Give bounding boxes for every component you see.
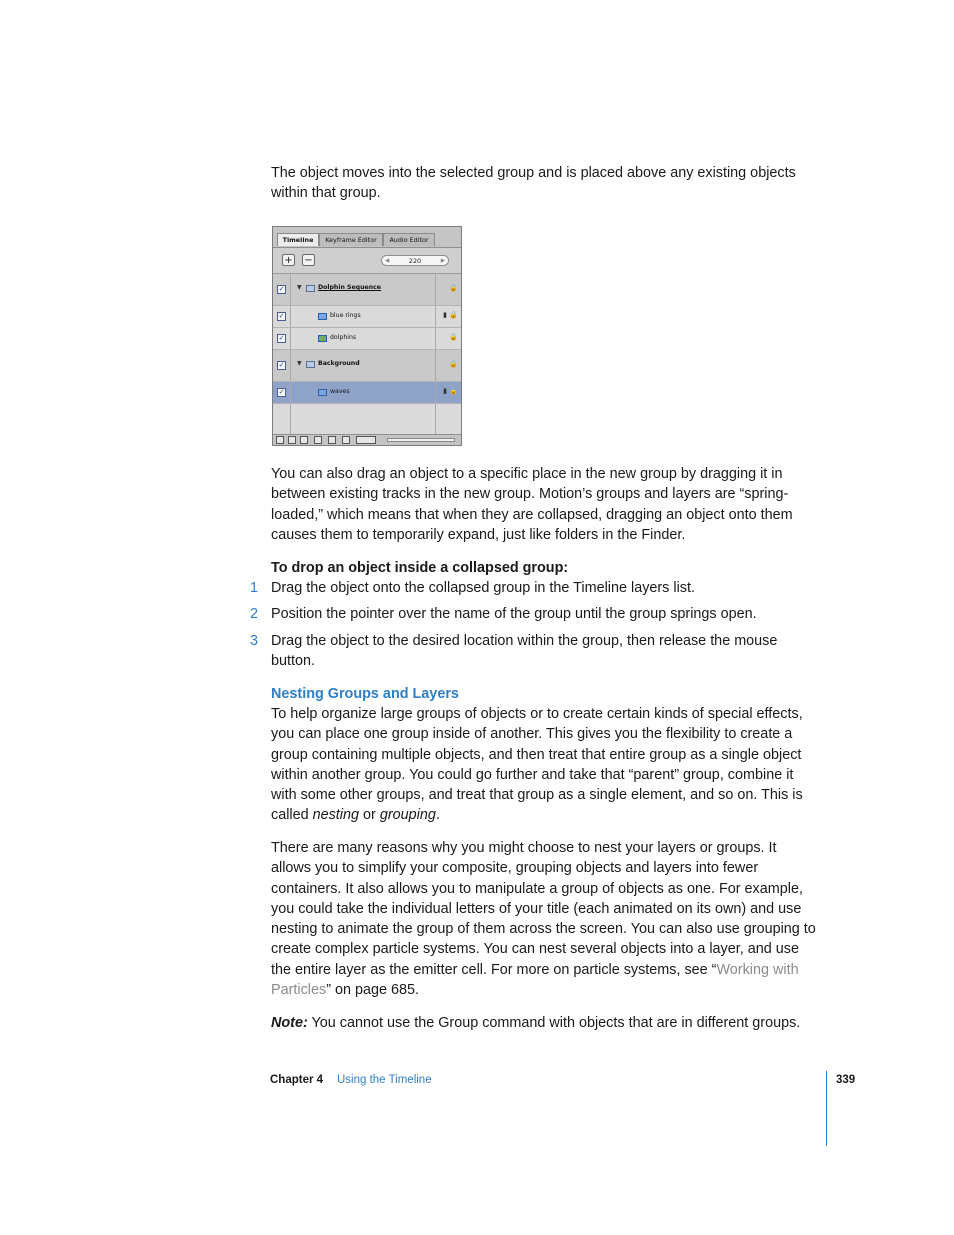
layer-label: blue rings [330,312,361,319]
note-paragraph [271,1013,819,1033]
disclosure-triangle-icon[interactable]: ▼ [297,284,302,291]
audio-icon[interactable] [288,436,296,444]
footer-chapter: Chapter 4 [270,1074,324,1086]
zoom-slider[interactable] [387,438,455,442]
drag-paragraph: You can also drag an object to a specific place in the new group by dragging it in between existing tracks in the new group. Motion’s groups and layers are “spring-loaded,” which means that when they are collapsed, dragging an object onto them causes them to temporarily expand, just like folders in the Finder. [271,466,793,543]
layer-thumbnail-icon [318,389,327,396]
panel-toolbar [273,248,461,274]
enable-checkbox[interactable]: ✓ [278,334,285,342]
group-icon [306,361,315,368]
tab-timeline[interactable]: Timeline [277,233,319,246]
task-heading: To drop an object inside a collapsed group: [271,560,569,576]
panel-tab-bar [273,227,461,248]
image-thumbnail-icon [318,335,327,342]
particles-link[interactable]: Working with Particles [271,961,799,999]
disclosure-triangle-icon[interactable]: ▼ [297,360,302,367]
remove-button[interactable]: − [302,254,315,266]
left-arrow-icon[interactable]: ◀ [385,258,390,264]
page-number: 339 [836,1074,856,1086]
timeline-panel [272,226,462,446]
layer-label: Background [318,360,360,367]
footer-chapter-title[interactable]: Using the Timeline [337,1074,432,1086]
footer-divider [826,1071,827,1146]
tab-audio-editor[interactable]: Audio Editor [383,233,435,246]
step-number: 1 [250,580,259,596]
behavior-icon[interactable] [342,436,350,444]
reasons-paragraph: There are many reasons why you might choose to nest your layers or groups. It allows you to simplify your composite, grouping objects and layers into fewer containers. It also allows you to manipulate a group of objects as one. For example, you could take the individual letters of your title (each animated on its own) and use nesting to animate the group of them across the screen. You can also use grouping to create complex particle systems. You can nest several objects into a layer, and use the entire layer as the emitter cell. For more on particle systems, see “Working with Particles” on page 685. [271,840,816,999]
layer-row-waves[interactable] [273,382,461,404]
panel-bottom-bar [273,434,461,446]
step-number: 2 [250,606,259,623]
layer-row-background[interactable] [273,350,461,382]
zoom-icon[interactable] [356,436,376,444]
layer-row-dolphin-sequence[interactable] [273,274,461,306]
list-item [250,604,820,624]
enable-checkbox[interactable]: ✓ [278,285,285,293]
list-item [250,578,820,598]
nesting-paragraph: To help organize large groups of objects or to create certain kinds of special effects, you can place one group inside of another. This gives you the flexibility to create a group containing multiple objects, and then treat that entire group as a single object within another group. You could go further and take that “parent” group, combine it with some other groups, and treat that group as a single element, and so on. This is called nesting or grouping. [271,706,803,824]
view-toggle-icon[interactable] [276,436,284,444]
lock-icon[interactable]: 🔒 [449,360,458,368]
lock-icon[interactable]: 🔒 [449,387,458,395]
keyframe-icon[interactable] [300,436,308,444]
right-arrow-icon[interactable]: ▶ [440,258,445,264]
layer-thumbnail-icon [318,313,327,320]
enable-checkbox[interactable]: ✓ [278,388,285,396]
lock-icon[interactable]: 🔒 [449,311,458,319]
list-item [250,631,820,672]
lock-icon[interactable]: 🔒 [449,284,458,292]
layers-list [273,274,461,434]
layer-label: Dolphin Sequence [318,284,381,291]
layer-row-blue-rings[interactable] [273,306,461,328]
note-label: Note: [271,1015,308,1031]
intro-paragraph: The object moves into the selected group and is placed above any existing objects within that group. [271,165,796,202]
enable-checkbox[interactable]: ✓ [278,361,285,369]
term-nesting: nesting [312,807,360,824]
frame-value: 220 [408,257,422,265]
step-list [250,578,820,671]
step-text: Position the pointer over the name of the group until the group springs open. [271,606,757,623]
group-icon [306,285,315,292]
layer-label: dolphins [330,334,357,341]
step-number: 3 [250,632,259,649]
layer-label: waves [330,388,350,395]
step-text: Drag the object to the desired location within the group, then release the mouse button. [271,632,778,669]
mask-icon[interactable]: ▮ [443,311,447,319]
note-text: You cannot use the Group command with objects that are in different groups. [307,1015,801,1031]
empty-layer-area [273,404,461,434]
enable-checkbox[interactable]: ✓ [278,312,285,320]
layer-row-dolphins[interactable] [273,328,461,350]
mask-icon[interactable]: ▮ [443,387,447,395]
add-button[interactable]: + [282,254,295,266]
step-text: Drag the object onto the collapsed group in the Timeline layers list. [271,580,695,596]
term-grouping: grouping [379,807,436,824]
frame-field[interactable] [381,255,449,266]
mask-toggle-icon[interactable] [328,436,336,444]
section-heading: Nesting Groups and Layers [271,686,459,702]
filter-icon[interactable] [314,436,322,444]
tab-keyframe-editor[interactable]: Keyframe Editor [319,233,383,246]
lock-icon[interactable]: 🔒 [449,333,458,341]
